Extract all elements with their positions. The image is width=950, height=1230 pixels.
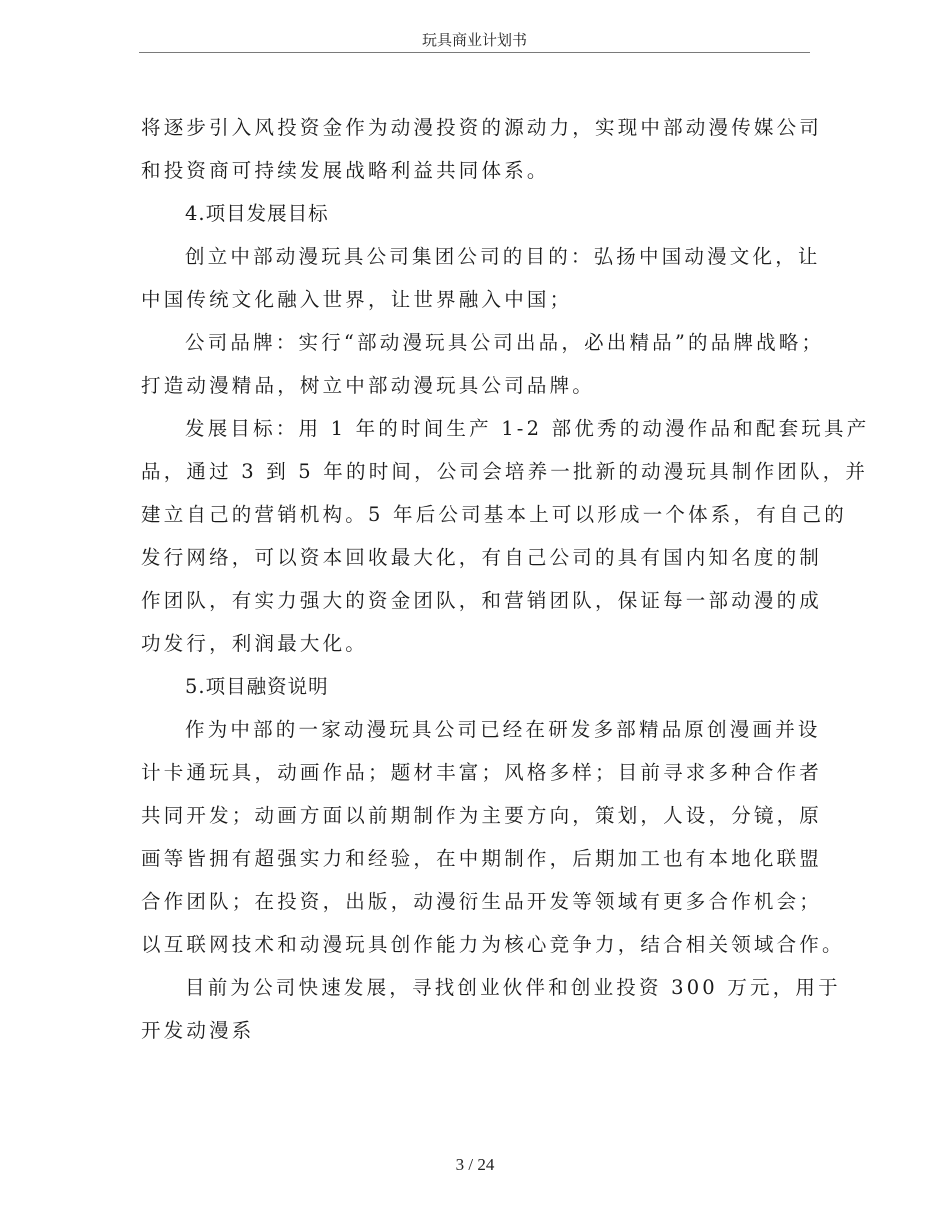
text-line: 计卡通玩具，动画作品；题材丰富；风格多样；目前寻求多种合作者: [141, 761, 823, 784]
section-heading-financing: 5.项目融资说明: [185, 675, 329, 698]
paragraph-development-goals: [141, 407, 870, 665]
paragraph-funding-request: [141, 966, 841, 1052]
page-header: [139, 30, 810, 53]
page-number: 3 / 24: [455, 1155, 495, 1174]
paragraph-company-brand: [141, 321, 825, 407]
paragraph-financing-description: [141, 708, 845, 966]
text-line: 画等皆拥有超强实力和经验，在中期制作，后期加工也有本地化联盟: [141, 847, 823, 870]
text-line: 作为中部的一家动漫玩具公司已经在研发多部精品原创漫画并设: [185, 718, 821, 741]
paragraph-company-purpose: [141, 235, 821, 321]
text-line: 目前为公司快速发展，寻找创业伙伴和创业投资 300 万元，用于: [185, 976, 841, 999]
paragraph-investment-intro: [141, 106, 823, 192]
text-line: 以互联网技术和动漫玩具创作能力为核心竞争力，结合相关领域合作。: [141, 933, 845, 956]
document-title: 玩具商业计划书: [421, 31, 527, 49]
text-line: 合作团队；在投资，出版，动漫衍生品开发等领域有更多合作机会；: [141, 890, 823, 913]
text-line: 品，通过 3 到 5 年的时间，公司会培养一批新的动漫玩具制作团队，并: [141, 460, 869, 483]
text-line: 公司品牌：实行“部动漫玩具公司出品，必出精品”的品牌战略；: [185, 331, 825, 354]
text-line: 发行网络，可以资本回收最大化，有自己公司的具有国内知名度的制: [141, 546, 823, 569]
section-heading-project-goals: 4.项目发展目标: [185, 202, 329, 225]
text-line: 建立自己的营销机构。5 年后公司基本上可以形成一个体系，有自己的: [141, 503, 848, 526]
text-line: 功发行，利润最大化。: [141, 632, 369, 655]
text-line: 发展目标：用 1 年的时间生产 1-2 部优秀的动漫作品和配套玩具产: [185, 417, 870, 440]
text-line: 将逐步引入风投资金作为动漫投资的源动力，实现中部动漫传媒公司: [141, 116, 823, 139]
document-body: [141, 106, 870, 1052]
text-line: 开发动漫系: [141, 1019, 255, 1042]
text-line: 打造动漫精品，树立中部动漫玩具公司品牌。: [141, 374, 596, 397]
text-line: 创立中部动漫玩具公司集团公司的目的：弘扬中国动漫文化，让: [185, 245, 821, 268]
text-line: 共同开发；动画方面以前期制作为主要方向，策划，人设，分镜，原: [141, 804, 823, 827]
text-line: 中国传统文化融入世界，让世界融入中国；: [141, 288, 573, 311]
text-line: 和投资商可持续发展战略利益共同体系。: [141, 159, 550, 182]
text-line: 作团队，有实力强大的资金团队，和营销团队，保证每一部动漫的成: [141, 589, 823, 612]
